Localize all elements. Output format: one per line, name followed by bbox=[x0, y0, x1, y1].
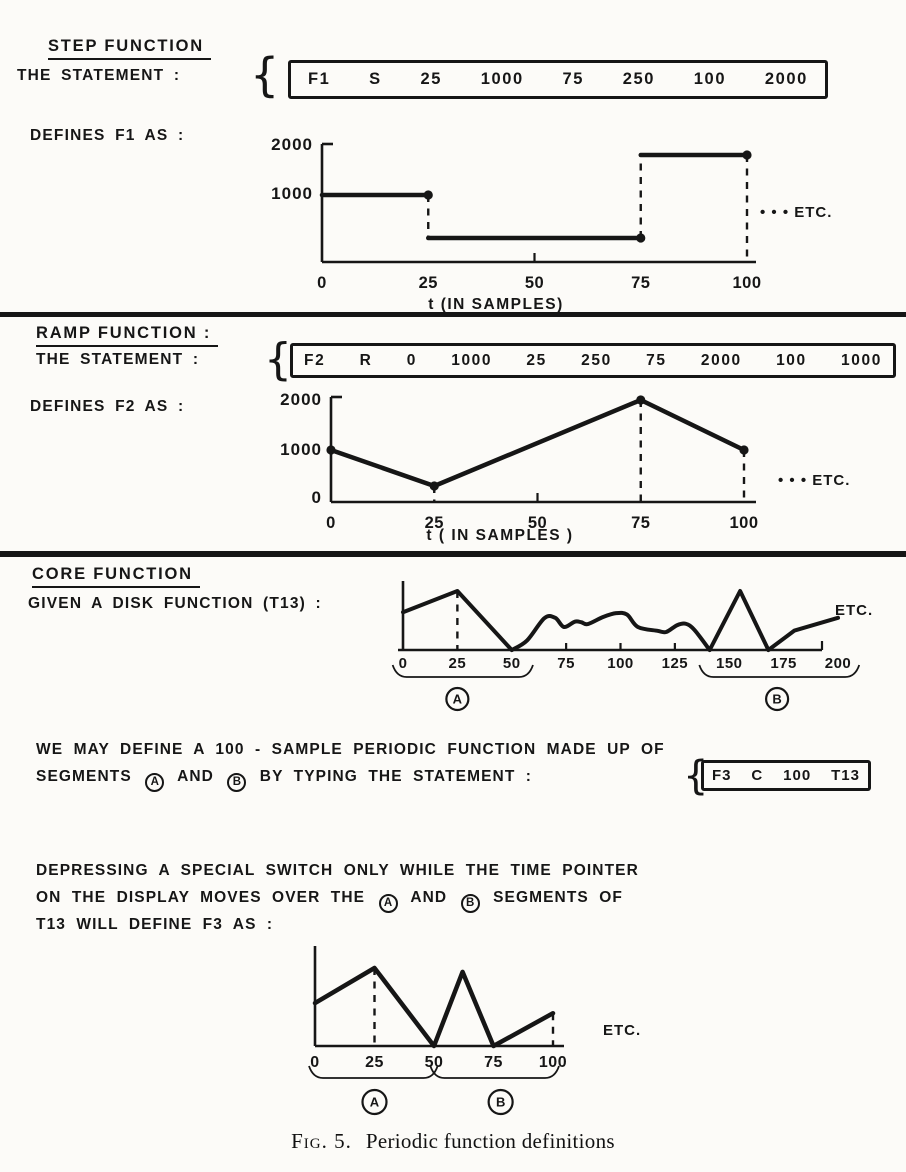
f2-etc-label: • • • ETC. bbox=[778, 472, 851, 489]
f3-segment-label-b: B bbox=[495, 1094, 506, 1110]
t13-x-label-200: 200 bbox=[824, 655, 852, 672]
ramp-left-brace: { bbox=[264, 334, 292, 385]
f1-etc-label: • • • ETC. bbox=[760, 204, 833, 221]
switch-line2-post: SEGMENTS OF bbox=[493, 889, 623, 906]
f2-dot-3 bbox=[739, 445, 748, 454]
t13-etc-label: ETC. bbox=[835, 602, 874, 619]
statement-token: 75 bbox=[562, 70, 585, 88]
statement-token: F3 bbox=[712, 767, 732, 784]
f3-left-brace: { bbox=[683, 753, 709, 799]
periodic-line2-mid: AND bbox=[177, 768, 214, 785]
core-function-heading: CORE FUNCTION bbox=[32, 565, 200, 588]
f3-x-label-50: 50 bbox=[424, 1054, 444, 1071]
statement-token: 1000 bbox=[451, 351, 493, 369]
ramp-function-plot bbox=[140, 388, 906, 560]
statement-token: 250 bbox=[622, 70, 656, 88]
f3-etc-label: ETC. bbox=[603, 1022, 642, 1039]
statement-token: F1 bbox=[308, 70, 331, 88]
statement-token: 1000 bbox=[841, 351, 882, 369]
statement-token: 250 bbox=[581, 351, 612, 369]
f3-x-label-0: 0 bbox=[310, 1054, 320, 1071]
step-statement-label: THE STATEMENT : bbox=[17, 67, 181, 84]
ramp-statement-box bbox=[290, 343, 896, 378]
disk-function-plot bbox=[390, 565, 906, 720]
f3-result-plot bbox=[280, 940, 700, 1125]
circled-a-inline-2: A bbox=[379, 894, 398, 913]
statement-token: 0 bbox=[406, 351, 417, 369]
switch-paragraph-line1: DEPRESSING A SPECIAL SWITCH ONLY WHILE THE TIME POINTER bbox=[36, 862, 639, 879]
figure-number: Fig. 5. bbox=[291, 1129, 352, 1153]
t13-x-label-25: 25 bbox=[448, 655, 467, 672]
divider-rule-1 bbox=[0, 312, 906, 317]
statement-token: 75 bbox=[646, 351, 667, 369]
statement-token: 2000 bbox=[700, 351, 742, 369]
f1-dot-0 bbox=[424, 190, 433, 199]
statement-token: 2000 bbox=[764, 70, 808, 88]
f3-x-label-25: 25 bbox=[365, 1054, 384, 1071]
statement-token: C bbox=[751, 767, 764, 784]
f2-x-label-25: 25 bbox=[424, 514, 444, 532]
f2-y-label-2000: 2000 bbox=[280, 390, 322, 409]
t13-x-label-0: 0 bbox=[398, 655, 408, 672]
f2-dot-0 bbox=[326, 445, 335, 454]
statement-token: 100 bbox=[693, 70, 727, 88]
ramp-function-heading: RAMP FUNCTION : bbox=[36, 324, 218, 347]
periodic-paragraph-line1: WE MAY DEFINE A 100 - SAMPLE PERIODIC FUNCTION MADE UP OF bbox=[36, 741, 665, 758]
statement-token: T13 bbox=[831, 767, 860, 784]
step-left-brace: { bbox=[250, 48, 280, 102]
step-function-heading: STEP FUNCTION bbox=[48, 37, 211, 60]
f3-x-label-100: 100 bbox=[538, 1054, 568, 1071]
f2-y-label-0: 0 bbox=[311, 488, 322, 507]
f1-y-label-1000: 1000 bbox=[271, 184, 313, 203]
divider-rule-2 bbox=[0, 551, 906, 557]
f1-x-label-50: 50 bbox=[524, 274, 545, 292]
f1-x-label-25: 25 bbox=[418, 274, 438, 292]
f2-y-label-1000: 1000 bbox=[280, 440, 322, 459]
t13-x-label-50: 50 bbox=[502, 655, 521, 672]
circled-a-inline-1: A bbox=[145, 773, 164, 792]
f3-series-f3-curve bbox=[315, 968, 553, 1046]
statement-token: 25 bbox=[420, 70, 443, 88]
switch-paragraph-line2 bbox=[36, 889, 623, 913]
f3-segment-label-a: A bbox=[369, 1094, 380, 1110]
t13-segment-label-a: A bbox=[452, 691, 463, 707]
f1-x-label-0: 0 bbox=[317, 274, 327, 292]
t13-series-tail bbox=[768, 618, 838, 650]
periodic-line2-pre: SEGMENTS bbox=[36, 768, 132, 785]
circled-b-inline-1: B bbox=[227, 773, 246, 792]
f2-x-label-0: 0 bbox=[326, 514, 336, 532]
t13-x-label-150: 150 bbox=[715, 655, 743, 672]
statement-token: S bbox=[369, 70, 382, 88]
t13-x-label-75: 75 bbox=[557, 655, 575, 672]
f2-x-label-100: 100 bbox=[729, 514, 759, 532]
statement-token: 1000 bbox=[480, 70, 524, 88]
statement-token: 100 bbox=[776, 351, 807, 369]
figure-caption-text: Periodic function definitions bbox=[365, 1129, 615, 1153]
f1-axis-label: t (IN SAMPLES) bbox=[428, 296, 564, 313]
switch-paragraph-line3: T13 WILL DEFINE F3 AS : bbox=[36, 916, 274, 933]
f3-statement-box bbox=[701, 760, 871, 791]
switch-line2-mid: AND bbox=[410, 889, 448, 906]
defines-f2-label: DEFINES F2 AS : bbox=[30, 398, 185, 415]
f2-dot-2 bbox=[636, 395, 645, 404]
f1-dot-1 bbox=[636, 233, 645, 242]
t13-series-segment-b-peak bbox=[710, 591, 769, 650]
periodic-paragraph-line2 bbox=[36, 768, 532, 792]
statement-token: 100 bbox=[783, 767, 812, 784]
f1-y-label-2000: 2000 bbox=[271, 135, 313, 154]
statement-token: F2 bbox=[304, 351, 326, 369]
step-statement-box bbox=[288, 60, 828, 99]
figure-caption bbox=[150, 1129, 756, 1154]
t13-x-label-175: 175 bbox=[770, 655, 797, 672]
t13-x-label-125: 125 bbox=[661, 655, 689, 672]
f2-x-label-75: 75 bbox=[631, 514, 651, 532]
f1-x-label-75: 75 bbox=[631, 274, 651, 292]
f2-dot-1 bbox=[430, 481, 439, 490]
f2-axis-label: t ( IN SAMPLES ) bbox=[426, 527, 574, 544]
periodic-line2-post: BY TYPING THE STATEMENT : bbox=[259, 768, 533, 785]
f2-x-label-50: 50 bbox=[527, 514, 548, 532]
f1-dot-2 bbox=[742, 150, 751, 159]
ramp-statement-label: THE STATEMENT : bbox=[36, 351, 200, 368]
step-function-plot bbox=[140, 122, 906, 327]
t13-segment-label-b: B bbox=[772, 691, 782, 707]
t13-series-middle-squiggle bbox=[512, 613, 710, 650]
f2-series-ramp bbox=[331, 400, 744, 486]
statement-token: 25 bbox=[526, 351, 547, 369]
statement-token: R bbox=[359, 351, 373, 369]
f3-x-label-75: 75 bbox=[484, 1054, 503, 1071]
t13-x-label-100: 100 bbox=[607, 655, 634, 672]
circled-b-inline-2: B bbox=[461, 894, 480, 913]
f1-x-label-100: 100 bbox=[732, 274, 762, 292]
given-disk-function-label: GIVEN A DISK FUNCTION (T13) : bbox=[28, 595, 322, 612]
switch-line2-pre: ON THE DISPLAY MOVES OVER THE bbox=[36, 889, 366, 906]
defines-f1-label: DEFINES F1 AS : bbox=[30, 127, 185, 144]
